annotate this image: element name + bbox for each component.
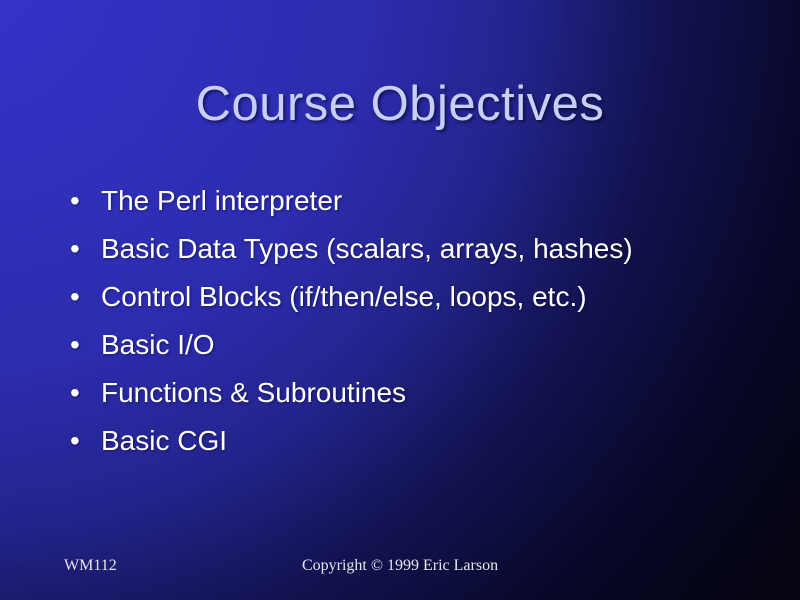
bullet-item [68, 369, 764, 417]
bullet-list [68, 177, 764, 465]
bullet-item [68, 273, 764, 321]
bullet-item [68, 177, 764, 225]
bullet-item [68, 225, 764, 273]
bullet-text: Basic I/O [101, 329, 215, 360]
bullet-icon: • [70, 377, 80, 408]
bullet-item [68, 417, 764, 465]
bullet-text: Functions & Subroutines [101, 377, 407, 408]
bullet-text: The Perl interpreter [101, 185, 343, 216]
slide-title: Course Objectives [195, 77, 605, 131]
footer-copyright: Copyright © 1999 Eric Larson [301, 557, 499, 574]
bullet-icon: • [70, 281, 80, 312]
bullet-text: Control Blocks (if/then/else, loops, etc.) [101, 281, 587, 312]
bullet-text: Basic Data Types (scalars, arrays, hashes) [101, 233, 633, 264]
bullet-icon: • [70, 185, 80, 216]
bullet-icon: • [70, 329, 80, 360]
bullet-item [68, 321, 764, 369]
footer-course-code: WM112 [64, 557, 117, 574]
bullet-icon: • [70, 233, 80, 264]
bullet-icon: • [70, 425, 80, 456]
bullet-text: Basic CGI [101, 425, 228, 456]
